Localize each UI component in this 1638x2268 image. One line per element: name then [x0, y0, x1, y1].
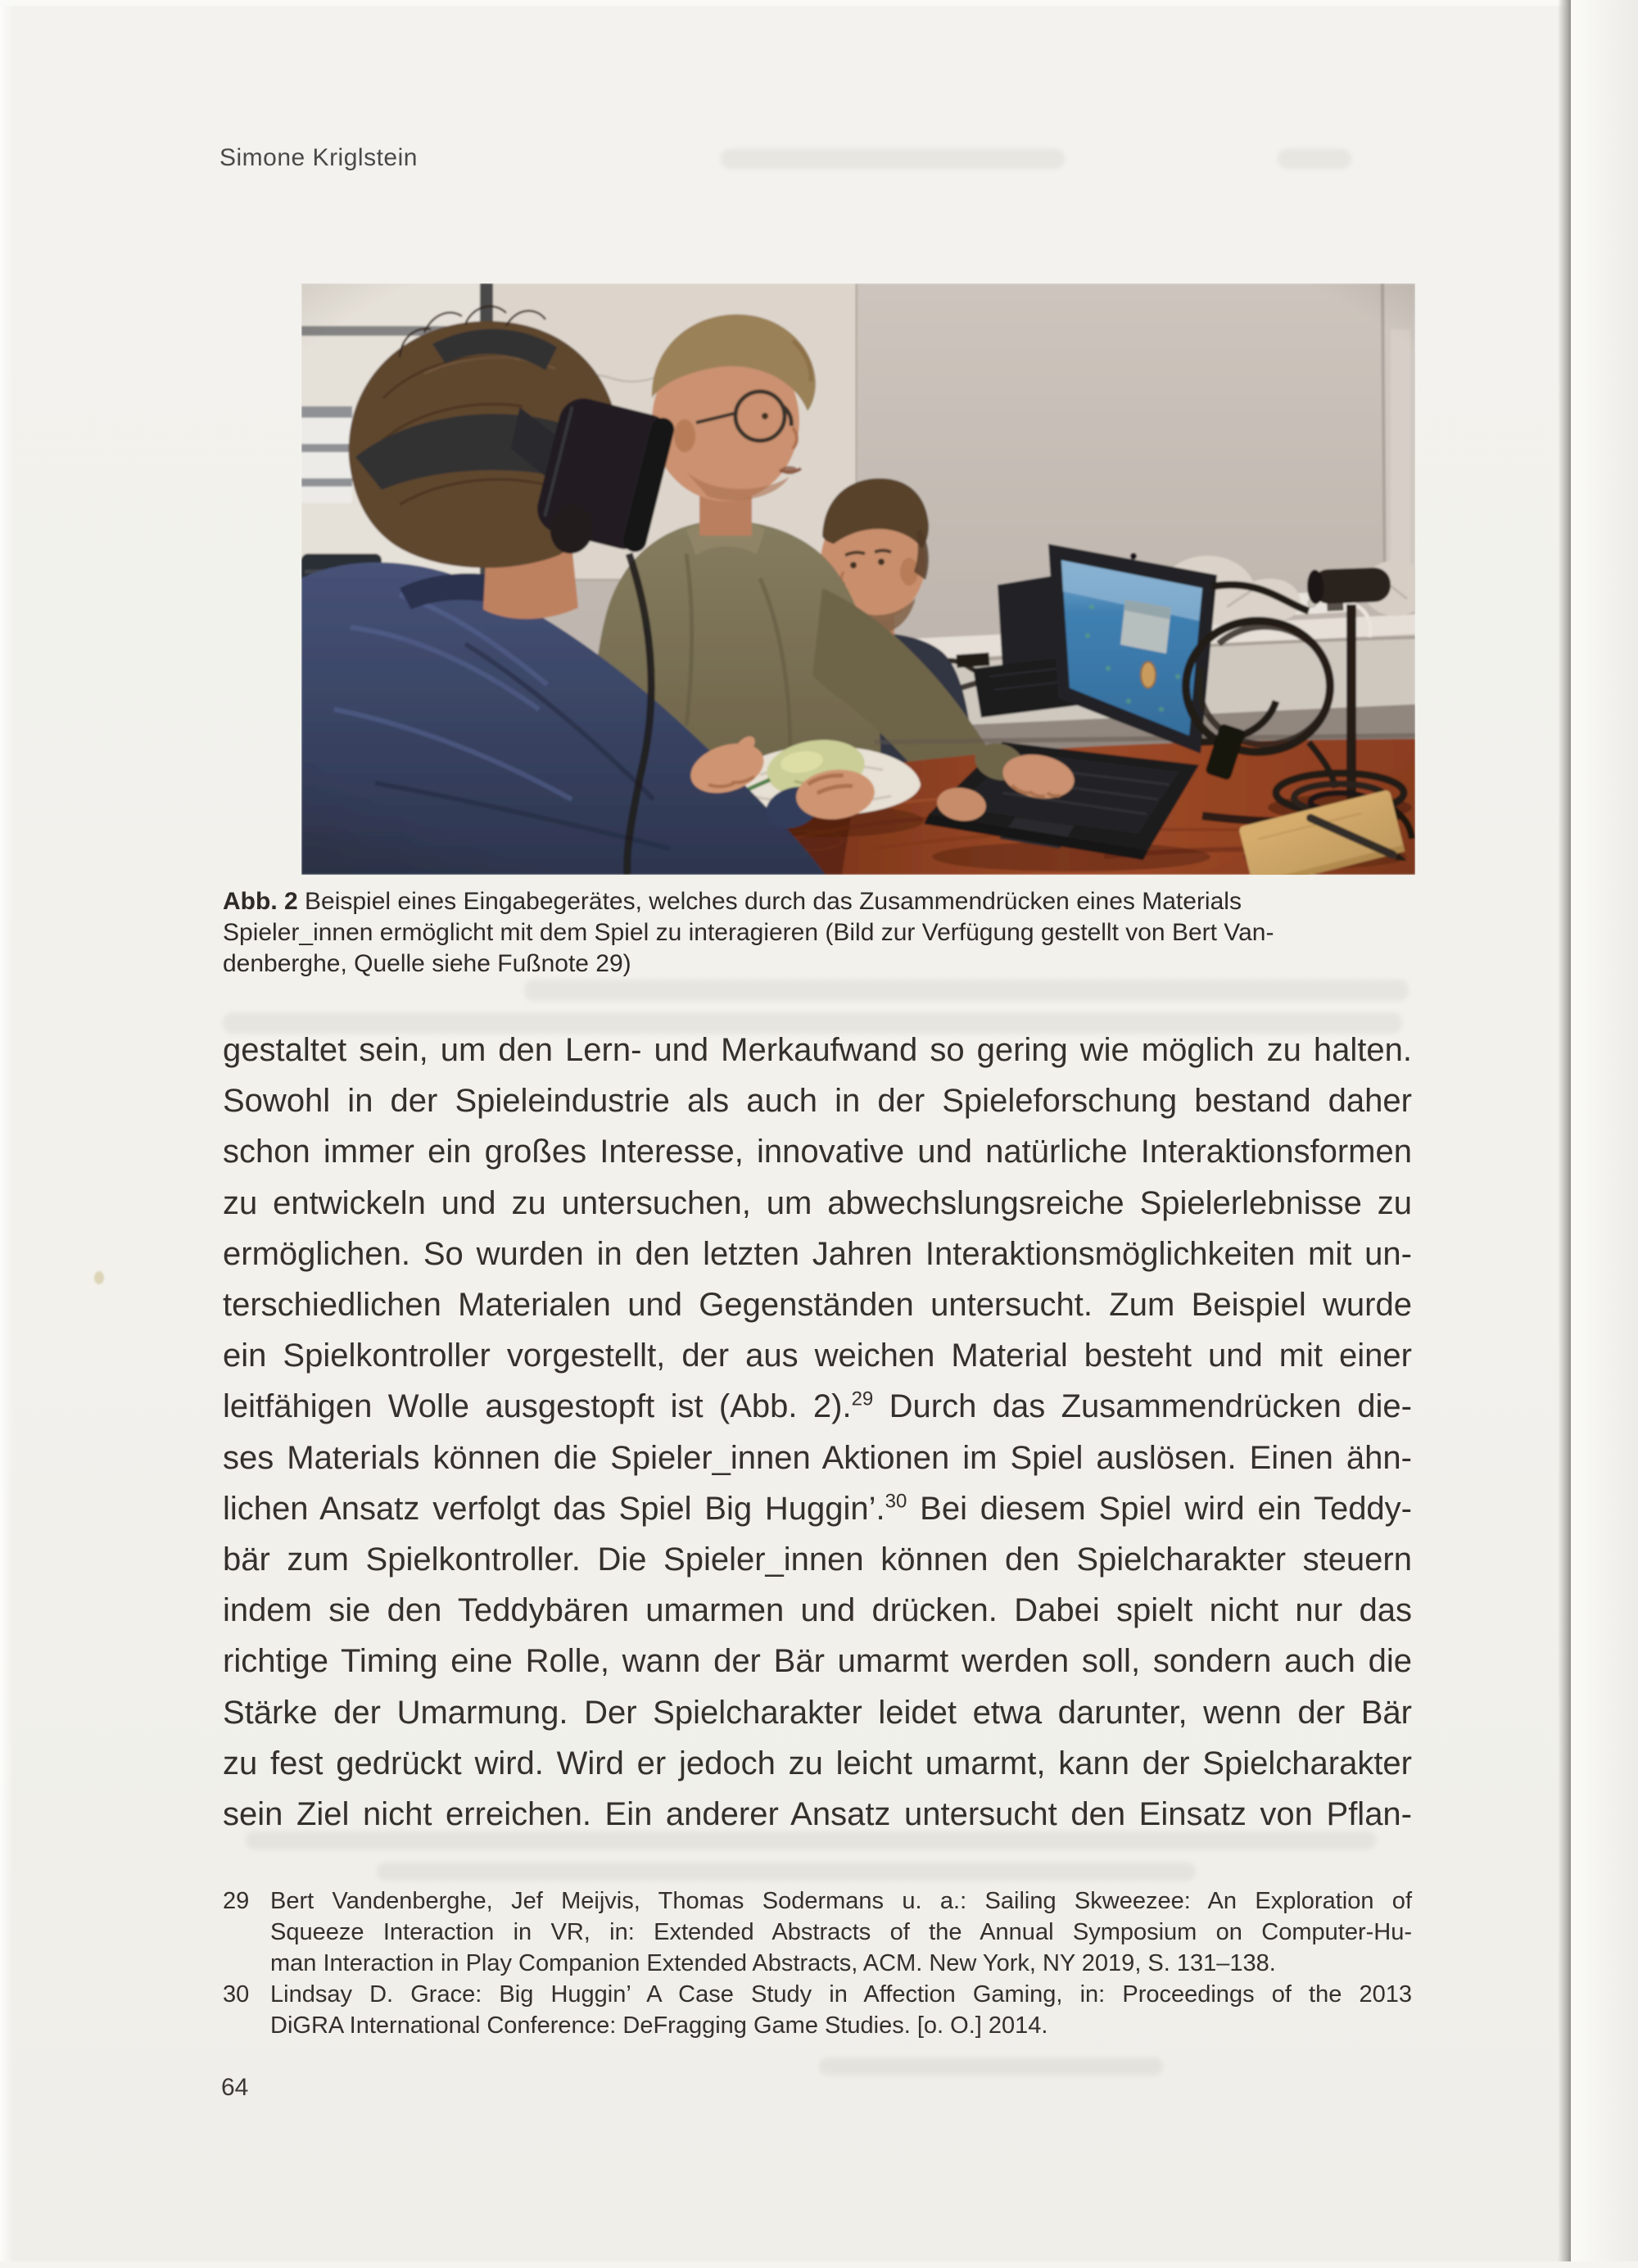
footnote-29: [223, 1885, 1412, 1979]
body-line: bär zum Spielkontroller. Die Spieler_innen können den Spielcharakter steuern: [223, 1541, 1412, 1578]
bleedthrough-smudge: [819, 2057, 1163, 2076]
body-line: leitfähigen Wolle ausgestopft ist (Abb. 2).$^{29}$ Durch das Zusammendrücken die-: [223, 1388, 1412, 1425]
page-header-author: Simone Kriglstein: [219, 144, 418, 171]
scan-edge-bottom: [0, 2261, 1638, 2268]
body-line: schon immer ein großes Interesse, innovative und natürliche Interaktionsformen: [223, 1134, 1412, 1170]
body-line: ses Materials können die Spieler_innen Aktionen im Spiel auslösen. Einen ähn-: [223, 1439, 1412, 1476]
footnote-30: [223, 1979, 1412, 2041]
caption-label: Abb. 2: [223, 888, 298, 915]
bleedthrough-smudge: [721, 149, 1065, 169]
footnote-ref: 30: [885, 1490, 907, 1513]
footnote-line: DiGRA International Conference: DeFragging Game Studies. [o. O.] 2014.: [270, 2012, 1048, 2039]
footnote-ref: 29: [851, 1388, 874, 1411]
caption-line: denberghe, Quelle siehe Fußnote 29): [223, 950, 631, 977]
body-line: ermöglichen. So wurden in den letzten Jahren Interaktionsmöglichkeiten mit un-: [223, 1235, 1412, 1272]
body-line: sein Ziel nicht erreichen. Ein anderer Ansatz untersucht den Einsatz von Pflan-: [223, 1796, 1412, 1833]
body-paragraph: [223, 1025, 1412, 1840]
body-line: Sowohl in der Spieleindustrie als auch in der Spieleforschung bestand daher: [223, 1083, 1412, 1120]
footnote-number: 29: [223, 1888, 250, 1914]
body-line: zu entwickeln und zu untersuchen, um abwechslungsreiche Spielerlebnisse zu: [223, 1184, 1412, 1221]
scan-edge-left: [0, 0, 13, 2268]
footnote-text: [270, 1885, 1412, 1979]
footnote-number: 30: [223, 1981, 250, 2008]
caption-line: Abb. 2 Beispiel eines Eingabegerätes, welches durch das Zusammendrücken eines Materials: [223, 888, 1242, 915]
paper-speck: [94, 1271, 104, 1284]
page-gutter-shadow: [1558, 0, 1571, 2268]
footnote-line: Lindsay D. Grace: Big Huggin’ A Case Study in Affection Gaming, in: Proceedings of the 2013: [270, 1981, 1412, 2008]
body-line: terschiedlichen Materialen und Gegenständen untersucht. Zum Beispiel wurde: [223, 1287, 1412, 1324]
body-line: zu fest gedrückt wird. Wird er jedoch zu leicht umarmt, kann der Spielcharakter: [223, 1745, 1412, 1781]
figure-caption: [223, 886, 1412, 980]
caption-line: Spieler_innen ermöglicht mit dem Spiel zu interagieren (Bild zur Verfügung gestellt von Bert Van-: [223, 919, 1274, 946]
footnotes-block: [223, 1885, 1412, 2041]
bleedthrough-smudge: [524, 980, 1409, 1001]
page-number: 64: [221, 2074, 249, 2101]
footnote-line: Bert Vandenberghe, Jef Meijvis, Thomas Sodermans u. a.: Sailing Skweezee: An Exploration of: [270, 1888, 1412, 1914]
footnote-line: Squeeze Interaction in VR, in: Extended Abstracts of the Annual Symposium on Computer-Hu-: [270, 1919, 1412, 1945]
photo-illustration: [301, 283, 1415, 875]
scan-edge-top: [0, 0, 1638, 6]
body-line: ein Spielkontroller vorgestellt, der aus weichen Material besteht und mit einer: [223, 1338, 1412, 1374]
body-line: gestaltet sein, um den Lern- und Merkaufwand so gering wie möglich zu halten.: [223, 1032, 1412, 1068]
body-line: richtige Timing eine Rolle, wann der Bär umarmt werden soll, sondern auch die: [223, 1643, 1412, 1680]
figure-photo: [301, 283, 1415, 875]
body-line: lichen Ansatz verfolgt das Spiel Big Huggin’.$^{30}$ Bei diesem Spiel wird ein Teddy-: [223, 1490, 1412, 1527]
bleedthrough-smudge: [377, 1863, 1196, 1881]
bleedthrough-smudge: [1278, 149, 1351, 169]
footnote-text: [270, 1979, 1412, 2041]
scan-edge-right: [1571, 0, 1638, 2268]
body-line: Stärke der Umarmung. Der Spielcharakter leidet etwa darunter, wenn der Bär: [223, 1694, 1412, 1731]
body-line: indem sie den Teddybären umarmen und drücken. Dabei spielt nicht nur das: [223, 1592, 1412, 1629]
footnote-line: man Interaction in Play Companion Extended Abstracts, ACM. New York, NY 2019, S. 131–138.: [270, 1950, 1276, 1976]
